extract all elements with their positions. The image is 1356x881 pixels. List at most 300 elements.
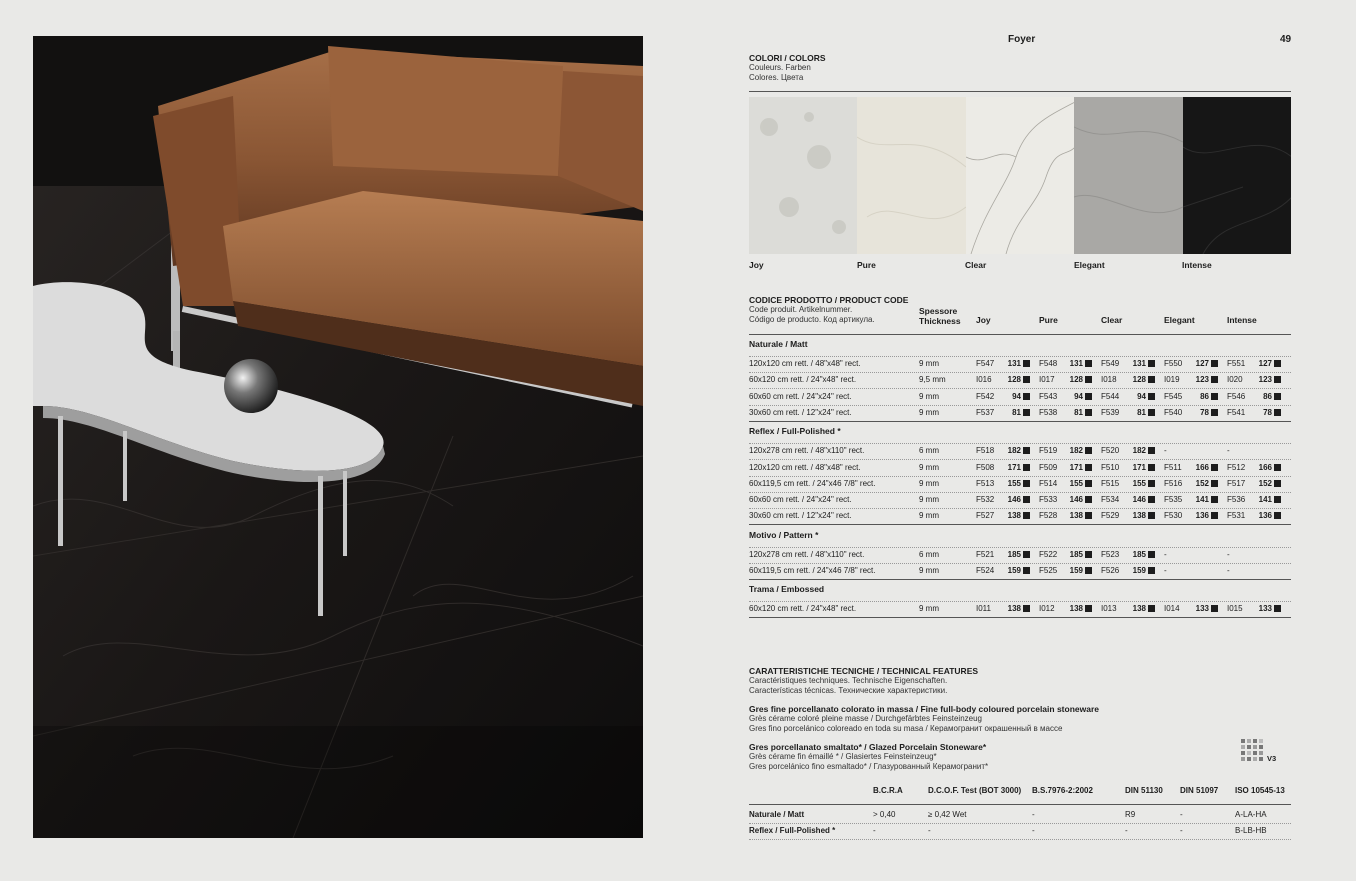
section-title: Naturale / Matt [749, 339, 808, 349]
piece-count-value: 133 [1258, 604, 1272, 614]
piece-count [1002, 566, 1030, 575]
col-intense: Intense [1227, 315, 1257, 325]
thickness-cell: 9 mm [919, 391, 939, 401]
technical-sub2: Características técnicas. Технические характеристики. [749, 685, 948, 695]
piece-count-value: 78 [1263, 407, 1272, 417]
row-divider [749, 443, 1291, 444]
square-marker-icon [1274, 496, 1281, 503]
piece-count [1064, 408, 1092, 417]
piece-count-value: 138 [1132, 511, 1146, 521]
tech-value-cell: B-LB-HB [1235, 826, 1267, 835]
material-2-title: Gres porcellanato smaltato* / Glazed Porcelain Stoneware* [749, 742, 987, 752]
tech-value-cell: - [873, 826, 876, 835]
row-divider [749, 601, 1291, 602]
piece-count [1253, 495, 1281, 504]
piece-count [1190, 495, 1218, 504]
thickness-cell: 9 mm [919, 478, 939, 488]
square-marker-icon [1274, 376, 1281, 383]
piece-count-value: 123 [1258, 375, 1272, 385]
piece-count [1064, 446, 1092, 455]
piece-count [1190, 408, 1218, 417]
material-1-title: Gres fine porcellanato colorato in massa / Fine full-body coloured porcelain stoneware [749, 704, 1099, 714]
code-cell: F530 [1164, 511, 1183, 521]
code-cell: F509 [1039, 462, 1058, 472]
swatch-label-clear: Clear [965, 260, 987, 270]
tech-value-cell: > 0,40 [873, 810, 896, 819]
square-marker-icon [1085, 567, 1092, 574]
square-marker-icon [1085, 480, 1092, 487]
code-cell: F524 [976, 566, 995, 575]
piece-count [1127, 566, 1155, 575]
size-cell: 60x60 cm rett. / 24"x24" rect. [749, 391, 852, 401]
row-divider [749, 421, 1291, 422]
code-cell: F551 [1227, 359, 1246, 368]
square-marker-icon [1085, 376, 1092, 383]
square-marker-icon [1023, 512, 1030, 519]
code-cell: F516 [1164, 478, 1183, 488]
row-divider [749, 547, 1291, 548]
thickness-cell: 9,5 mm [919, 375, 946, 385]
tech-header-cell: B.S.7976-2:2002 [1032, 786, 1093, 795]
page-title: Foyer [1008, 34, 1036, 45]
code-cell: F536 [1227, 495, 1246, 505]
material-2-line1: Grès cérame fin émaillé * / Glasiertes Feinsteinzeug* [749, 752, 937, 761]
code-cell: I012 [1039, 604, 1055, 614]
square-marker-icon [1023, 496, 1030, 503]
piece-count [1002, 479, 1030, 488]
code-cell: F514 [1039, 478, 1058, 488]
thickness-cell: 9 mm [919, 511, 939, 521]
code-cell: I018 [1101, 375, 1117, 385]
row-divider [749, 823, 1291, 824]
code-cell: F547 [976, 359, 995, 368]
piece-count-value: 182 [1069, 446, 1083, 456]
code-cell: F511 [1164, 462, 1182, 472]
code-cell: F548 [1039, 359, 1058, 368]
square-marker-icon [1211, 512, 1218, 519]
piece-count [1064, 359, 1092, 368]
piece-count-value: 94 [1074, 391, 1083, 401]
table-row [749, 479, 1291, 491]
table-row [749, 375, 1291, 387]
table-row [749, 550, 1291, 562]
tech-value-cell: - [1125, 826, 1128, 835]
code-cell: F541 [1227, 407, 1246, 417]
piece-count-value: 127 [1258, 359, 1272, 368]
swatch-label-pure: Pure [857, 260, 876, 270]
code-cell: F517 [1227, 478, 1246, 488]
divider [749, 804, 1291, 805]
piece-count-value: 123 [1195, 375, 1209, 385]
col-clear: Clear [1101, 315, 1123, 325]
row-divider [749, 508, 1291, 509]
swatch-intense [1183, 97, 1291, 254]
piece-count-value: 128 [1007, 375, 1021, 385]
square-marker-icon [1023, 393, 1030, 400]
piece-count [1253, 375, 1281, 384]
square-marker-icon [1085, 496, 1092, 503]
tech-value-cell: - [1180, 810, 1183, 819]
piece-count-value: 141 [1195, 495, 1209, 505]
piece-count-value: 86 [1200, 391, 1209, 401]
square-marker-icon [1148, 512, 1155, 519]
swatch-label-intense: Intense [1182, 260, 1212, 270]
code-cell: I015 [1227, 604, 1243, 614]
piece-count-value: 138 [1007, 511, 1021, 521]
piece-count-value: 81 [1074, 407, 1083, 417]
code-cell: F543 [1039, 391, 1058, 401]
section-title: Motivo / Pattern * [749, 529, 819, 540]
square-marker-icon [1148, 360, 1155, 367]
piece-count-value: 159 [1132, 566, 1146, 575]
square-marker-icon [1085, 447, 1092, 454]
piece-count-value: 185 [1069, 549, 1083, 559]
piece-count [1190, 604, 1218, 613]
tech-header-cell: B.C.R.A [873, 786, 903, 795]
interior-photo [33, 36, 643, 838]
piece-count [1002, 392, 1030, 401]
piece-count [1127, 359, 1155, 368]
row-divider [749, 476, 1291, 477]
square-marker-icon [1148, 376, 1155, 383]
col-elegant: Elegant [1164, 315, 1195, 325]
thickness-cell: 9 mm [919, 566, 939, 575]
square-marker-icon [1274, 393, 1281, 400]
swatch-label-joy: Joy [749, 260, 764, 270]
piece-count-value: 155 [1132, 478, 1146, 488]
piece-count [1002, 604, 1030, 613]
piece-count-value: 138 [1132, 604, 1146, 614]
code-cell: I017 [1039, 375, 1055, 385]
piece-count [1127, 463, 1155, 472]
code-cell: F528 [1039, 511, 1058, 521]
tech-header-cell: ISO 10545-13 [1235, 786, 1285, 795]
thickness-cell: 9 mm [919, 462, 939, 472]
piece-count-value: 166 [1258, 462, 1272, 472]
square-marker-icon [1085, 464, 1092, 471]
code-cell: I016 [976, 375, 992, 385]
square-marker-icon [1148, 393, 1155, 400]
material-1-line2: Gres fino porcelánico coloreado en toda su masa / Керамогранит окрашенный в массе [749, 723, 1063, 733]
square-marker-icon [1211, 605, 1218, 612]
piece-count [1127, 550, 1155, 559]
square-marker-icon [1211, 480, 1218, 487]
piece-count [1253, 359, 1281, 368]
piece-count-value: 159 [1007, 566, 1021, 575]
square-marker-icon [1085, 551, 1092, 558]
piece-count [1002, 495, 1030, 504]
row-divider [749, 459, 1291, 460]
piece-count-value: 81 [1012, 407, 1021, 417]
square-marker-icon [1148, 447, 1155, 454]
square-marker-icon [1148, 464, 1155, 471]
piece-count-value: 94 [1137, 391, 1146, 401]
page-number: 49 [1280, 34, 1292, 45]
code-cell: I020 [1227, 375, 1243, 385]
piece-count [1064, 375, 1092, 384]
swatch-label-elegant: Elegant [1074, 260, 1105, 270]
row-divider [749, 579, 1291, 580]
material-block-2 [749, 742, 988, 771]
piece-count [1253, 392, 1281, 401]
tech-row-name: Naturale / Matt [749, 810, 805, 819]
piece-count [1002, 359, 1030, 368]
piece-count [1127, 604, 1155, 613]
square-marker-icon [1274, 512, 1281, 519]
row-divider [749, 524, 1291, 525]
tech-header-cell: DIN 51130 [1125, 786, 1163, 795]
code-cell: I013 [1101, 604, 1117, 614]
piece-count-value: 136 [1195, 511, 1209, 521]
piece-count [1190, 359, 1218, 368]
code-cell: - [1164, 566, 1167, 575]
code-cell: F545 [1164, 391, 1183, 401]
material-2-line2: Gres porcelánico fino esmaltado* / Глазурованный Керамогранит* [749, 761, 989, 771]
code-cell: F535 [1164, 495, 1183, 505]
square-marker-icon [1211, 464, 1218, 471]
size-cell: 30x60 cm rett. / 12"x24" rect. [749, 511, 852, 521]
square-marker-icon [1211, 409, 1218, 416]
thickness-label-1: Spessore [919, 306, 958, 316]
code-cell: F529 [1101, 511, 1120, 521]
product-code-header [749, 295, 908, 324]
piece-count-value: 133 [1195, 604, 1209, 614]
variation-badge: V3 [1267, 754, 1277, 763]
size-cell: 60x119,5 cm rett. / 24"x46 7/8" rect. [749, 478, 876, 488]
piece-count-value: 131 [1007, 359, 1021, 368]
code-cell: F521 [976, 549, 995, 559]
piece-count [1253, 479, 1281, 488]
code-cell: F531 [1227, 511, 1246, 521]
piece-count-value: 146 [1132, 495, 1146, 505]
material-block-1 [749, 704, 1099, 733]
row-divider [749, 563, 1291, 564]
code-cell: F532 [976, 495, 995, 505]
code-cell: F533 [1039, 495, 1058, 505]
piece-count [1064, 392, 1092, 401]
swatch-clear [966, 97, 1074, 254]
piece-count [1002, 446, 1030, 455]
piece-count [1127, 446, 1155, 455]
code-cell: F515 [1101, 478, 1120, 488]
piece-count [1253, 463, 1281, 472]
square-marker-icon [1211, 360, 1218, 367]
thickness-label-2: Thickness [919, 316, 961, 326]
table-row [749, 495, 1291, 507]
piece-count-value: 141 [1258, 495, 1272, 505]
tech-value-cell: - [1180, 826, 1183, 835]
tech-value-cell: R9 [1125, 810, 1136, 819]
piece-count [1127, 375, 1155, 384]
square-marker-icon [1274, 605, 1281, 612]
size-cell: 120x278 cm rett. / 48"x110" rect. [749, 549, 865, 559]
row-divider [749, 839, 1291, 840]
piece-count-value: 128 [1132, 375, 1146, 385]
piece-count-value: 185 [1007, 549, 1021, 559]
piece-count-value: 94 [1012, 391, 1021, 401]
square-marker-icon [1085, 360, 1092, 367]
square-marker-icon [1023, 551, 1030, 558]
tech-value-cell: - [928, 826, 931, 835]
piece-count [1064, 511, 1092, 520]
table-row [749, 511, 1291, 523]
thickness-cell: 9 mm [919, 359, 939, 368]
divider [749, 334, 1291, 335]
piece-count-value: 152 [1195, 478, 1209, 488]
piece-count-value: 138 [1069, 604, 1083, 614]
code-cell: F508 [976, 462, 995, 472]
piece-count [1002, 408, 1030, 417]
colors-sub2: Colores. Цвета [749, 72, 804, 82]
technical-header [749, 666, 978, 695]
piece-count-value: 131 [1069, 359, 1083, 368]
piece-count-value: 152 [1258, 478, 1272, 488]
piece-count-value: 171 [1132, 462, 1146, 472]
piece-count-value: 128 [1069, 375, 1083, 385]
piece-count [1002, 463, 1030, 472]
size-cell: 60x119,5 cm rett. / 24"x46 7/8" rect. [749, 566, 876, 575]
code-cell: F512 [1227, 462, 1246, 472]
section-title: Trama / Embossed [749, 584, 825, 595]
colors-header [749, 53, 826, 82]
square-marker-icon [1211, 376, 1218, 383]
code-cell: F510 [1101, 462, 1120, 472]
square-marker-icon [1274, 409, 1281, 416]
piece-count [1190, 479, 1218, 488]
square-marker-icon [1274, 480, 1281, 487]
code-cell: - [1227, 549, 1230, 559]
size-cell: 60x120 cm rett. / 24"x48" rect. [749, 375, 857, 385]
square-marker-icon [1023, 567, 1030, 574]
table-row [749, 566, 1291, 578]
code-cell: F542 [976, 391, 995, 401]
piece-count [1190, 463, 1218, 472]
thickness-cell: 6 mm [919, 446, 939, 456]
divider [749, 91, 1291, 92]
colors-title: COLORI / COLORS [749, 53, 826, 63]
col-pure: Pure [1039, 315, 1058, 325]
row-divider [749, 492, 1291, 493]
square-marker-icon [1148, 605, 1155, 612]
code-cell: F549 [1101, 359, 1120, 368]
square-marker-icon [1148, 567, 1155, 574]
code-cell: F513 [976, 478, 995, 488]
square-marker-icon [1274, 360, 1281, 367]
square-marker-icon [1023, 376, 1030, 383]
piece-count [1002, 375, 1030, 384]
code-cell: F523 [1101, 549, 1120, 559]
square-marker-icon [1085, 605, 1092, 612]
piece-count [1127, 479, 1155, 488]
tech-header-cell: DIN 51097 [1180, 786, 1219, 795]
size-cell: 60x60 cm rett. / 24"x24" rect. [749, 495, 852, 505]
row-divider [749, 388, 1291, 389]
piece-count-value: 78 [1200, 407, 1209, 417]
piece-count [1064, 566, 1092, 575]
product-code-sub2: Código de producto. Код артикула. [749, 314, 875, 324]
material-1-line1: Grès cérame coloré pleine masse / Durchgefärbtes Feinsteinzeug [749, 714, 982, 723]
piece-count [1253, 604, 1281, 613]
swatch-joy [749, 97, 857, 254]
piece-count-value: 146 [1007, 495, 1021, 505]
thickness-cell: 9 mm [919, 495, 939, 505]
piece-count [1064, 550, 1092, 559]
code-cell: F540 [1164, 407, 1183, 417]
row-divider [749, 617, 1291, 618]
colors-sub1: Couleurs. Farben [749, 63, 811, 72]
square-marker-icon [1085, 393, 1092, 400]
code-cell: F527 [976, 511, 995, 521]
square-marker-icon [1148, 496, 1155, 503]
piece-count-value: 138 [1007, 604, 1021, 614]
thickness-cell: 6 mm [919, 549, 939, 559]
thickness-header [919, 306, 961, 326]
piece-count [1253, 511, 1281, 520]
code-cell: F544 [1101, 391, 1120, 401]
code-cell: I011 [976, 604, 991, 614]
row-divider [749, 356, 1291, 357]
technical-sub1: Caractéristiques techniques. Technische Eigenschaften. [749, 676, 948, 685]
tech-header-cell: D.C.O.F. Test (BOT 3000) [928, 786, 1022, 795]
square-marker-icon [1211, 393, 1218, 400]
size-cell: 120x120 cm rett. / 48"x48" rect. [749, 462, 861, 472]
code-cell: - [1164, 549, 1167, 559]
code-cell: F537 [976, 407, 995, 417]
square-marker-icon [1023, 447, 1030, 454]
code-cell: F522 [1039, 549, 1058, 559]
code-cell: F519 [1039, 446, 1058, 456]
variation-icon [1241, 739, 1263, 766]
square-marker-icon [1023, 480, 1030, 487]
code-cell: F539 [1101, 407, 1120, 417]
product-code-sub1: Code produit. Artikelnummer. [749, 305, 853, 314]
piece-count-value: 155 [1007, 478, 1021, 488]
piece-count [1127, 392, 1155, 401]
piece-count [1127, 495, 1155, 504]
piece-count-value: 131 [1132, 359, 1146, 368]
size-cell: 120x120 cm rett. / 48"x48" rect. [749, 359, 861, 368]
tech-value-cell: - [1032, 826, 1035, 835]
piece-count [1190, 375, 1218, 384]
piece-count-value: 182 [1007, 446, 1021, 456]
table-row [749, 604, 1291, 616]
piece-count-value: 136 [1258, 511, 1272, 521]
size-cell: 60x120 cm rett. / 24"x48" rect. [749, 604, 857, 614]
piece-count-value: 81 [1137, 407, 1146, 417]
piece-count-value: 182 [1132, 446, 1146, 456]
tech-value-cell: A-LA-HA [1235, 810, 1267, 819]
square-marker-icon [1085, 512, 1092, 519]
tech-row-name: Reflex / Full-Polished * [749, 826, 836, 835]
code-cell: F550 [1164, 359, 1183, 368]
square-marker-icon [1023, 464, 1030, 471]
code-cell: F525 [1039, 566, 1058, 575]
piece-count [1002, 511, 1030, 520]
piece-count [1127, 511, 1155, 520]
piece-count [1253, 408, 1281, 417]
size-cell: 120x278 cm rett. / 48"x110" rect. [749, 446, 865, 456]
piece-count-value: 159 [1069, 566, 1083, 575]
piece-count-value: 155 [1069, 478, 1083, 488]
code-cell: - [1227, 446, 1230, 456]
code-cell: F546 [1227, 391, 1246, 401]
swatch-elegant [1074, 97, 1182, 254]
code-cell: F520 [1101, 446, 1120, 456]
code-cell: I014 [1164, 604, 1180, 614]
piece-count-value: 127 [1195, 359, 1209, 368]
piece-count [1190, 392, 1218, 401]
thickness-cell: 9 mm [919, 604, 939, 614]
